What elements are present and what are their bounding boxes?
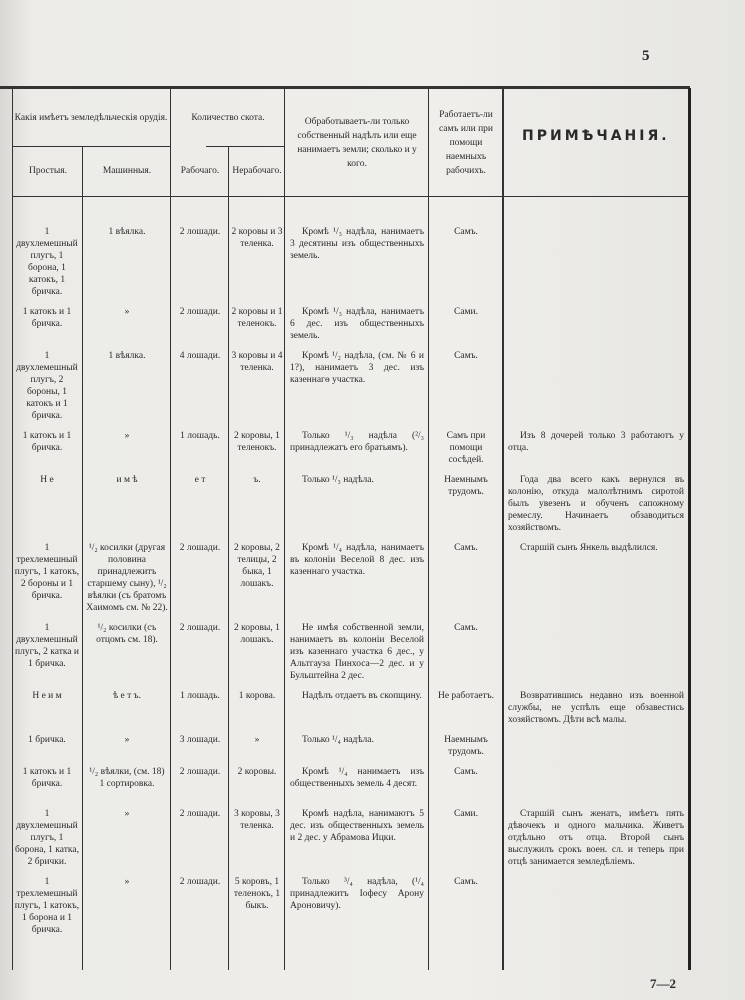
cell-simple: 1 катокъ и 1 бричка. <box>22 307 72 329</box>
cell-labor: Самъ. <box>454 227 478 237</box>
header-livestock-nonworking: Нерабочаго. <box>232 166 282 176</box>
cell-nonworking: 3 коровы, 3 теленка. <box>234 809 280 831</box>
header-livestock: Количество скота. <box>191 113 265 123</box>
cell-land: Надѣлъ отдаетъ въ скопщину. <box>302 691 422 701</box>
cell-machine: ¹/₂ косилки (другая половина принадлежитъ старшему сыну), ¹/₂ вѣялки (съ братомъ Хаимомъ см. № 22). <box>86 543 168 613</box>
page-number: 5 <box>642 48 650 64</box>
cell-machine: » <box>124 307 130 317</box>
cell-working: 2 лошади. <box>179 809 221 819</box>
cell-notes: Старшій сынъ женатъ, имѣетъ пять дѣвочекъ и одного мальчика. Живетъ отдѣльно отъ отца. Второй сынъ выслужилъ срокъ воен. сл. и теперь при отцѣ занимается земледѣліемъ. <box>508 809 684 867</box>
cell-machine: и м ѣ <box>116 475 138 485</box>
cell-simple: 1 двухлемешный плугъ, 2 бороны, 1 катокъ и 1 бричка. <box>16 351 78 421</box>
cell-land: Только ¹/₄ надѣла. <box>302 735 374 745</box>
cell-labor: Сами. <box>453 307 479 317</box>
cell-machine: ¹/₂ вѣялки, (см. 18) 1 сортировка. <box>89 767 165 789</box>
cell-machine: » <box>124 431 130 441</box>
cell-land: Не имѣя собственной земли, нанимаетъ въ колоніи Веселой изъ казеннаго участка 6 дес., у Альтгауза Пинхоса—2 дес. и у Бульштейна 2 дес. <box>290 623 424 681</box>
cell-notes: Изъ 8 дочерей только 3 работаютъ у отца. <box>508 431 684 453</box>
cell-working: 2 лошади. <box>179 623 221 633</box>
cell-nonworking: 3 коровы и 4 теленка. <box>231 351 283 373</box>
cell-machine: » <box>124 735 130 745</box>
cell-notes: Старшій сынъ Янкель выдѣлился. <box>520 543 658 553</box>
cell-labor: Наемнымъ трудомъ. <box>444 475 488 497</box>
cell-labor: Самъ при помощи сосѣдей. <box>446 431 486 465</box>
cell-machine: ¹/₂ косилки (съ отцомъ см. 18). <box>96 623 158 645</box>
cell-land: Только ¹/₃ надѣла (²/₃ принадлежатъ его братьямъ). <box>290 431 424 453</box>
cell-notes: Возвратившись недавно изъ военной службы, не успѣлъ еще обзавестись хозяйствомъ. Дѣти всѣ малы. <box>508 691 684 725</box>
cell-simple: Н е и м <box>32 691 62 701</box>
header-labor: Работаетъ-ли самъ или при помощи наемныхъ рабочихъ. <box>438 110 494 176</box>
cell-labor: Не работаетъ. <box>437 691 495 701</box>
cell-labor: Самъ. <box>454 351 478 361</box>
cell-working: 1 лошадь. <box>180 691 220 701</box>
cell-land: Кромѣ ¹/₃ надѣла, нанимаетъ 3 десятины изъ общественныхъ земель. <box>290 227 424 261</box>
cell-machine: 1 вѣялка. <box>108 227 146 237</box>
header-notes: ПРИМѢЧАНІЯ. <box>522 128 670 144</box>
column-rule <box>82 146 83 970</box>
cell-working: 2 лошади. <box>179 307 221 317</box>
header-livestock-working: Рабочаго. <box>180 166 220 176</box>
cell-labor: Наемнымъ трудомъ. <box>444 735 488 757</box>
cell-land: Кромѣ ¹/₂ надѣла, (см. № 6 и 1?), нанимаетъ 3 дес. изъ казеннагѳ участка. <box>290 351 424 385</box>
header-divider-livestock <box>206 146 284 147</box>
cell-working: 3 лошади. <box>179 735 221 745</box>
cell-working: 2 лошади. <box>179 543 221 553</box>
cell-machine: ѣ е т ъ. <box>113 691 141 701</box>
cell-simple: Н е <box>40 475 54 485</box>
cell-nonworking: 2 коровы и 1 теленокъ. <box>231 307 283 329</box>
cell-nonworking: 2 коровы и 3 теленка. <box>231 227 283 249</box>
cell-machine: » <box>124 809 130 819</box>
cell-labor: Самъ. <box>454 767 478 777</box>
cell-machine: » <box>124 877 130 887</box>
cell-simple: 1 бричка. <box>28 735 66 745</box>
cell-labor: Самъ. <box>454 877 478 887</box>
cell-simple: 1 двухлемешный плугъ, 1 борона, 1 катка, 2 брички. <box>15 809 79 867</box>
column-rule <box>502 88 504 970</box>
cell-land: Только ¹/₃ надѣла. <box>302 475 374 485</box>
cell-land: Кромѣ ¹/₄ надѣла, нанимаетъ въ колоніи Веселой 8 дес. изъ казеннаго участка. <box>290 543 424 577</box>
cell-machine: 1 вѣялка. <box>108 351 146 361</box>
cell-land: Кромѣ ¹/₄ нанимаетъ изъ общественныхъ земель 4 десят. <box>290 767 424 789</box>
cell-labor: Сами. <box>453 809 479 819</box>
cell-labor: Самъ. <box>454 623 478 633</box>
cell-simple: 1 трехлемешный плугъ, 1 катокъ, 2 бороны и 1 бричка. <box>14 543 80 601</box>
cell-land: Кромѣ надѣла, нанимаютъ 5 дес. изъ общественныхъ земель и 2 дес. у Абрамова Ицки. <box>290 809 424 843</box>
header-tools-simple: Простыя. <box>28 166 68 176</box>
cell-working: 2 лошади. <box>179 767 221 777</box>
cell-nonworking: » <box>254 735 260 745</box>
cell-simple: 1 катокъ и 1 бричка. <box>22 431 72 453</box>
cell-land: Только ³/₄ надѣла, (¹/₄ принадлежитъ Іофесу Арону Ароновичу). <box>290 877 424 911</box>
cell-nonworking: 2 коровы. <box>237 767 277 777</box>
table-top-rule <box>0 86 690 89</box>
cell-working: 2 лошади. <box>179 877 221 887</box>
cell-simple: 1 трехлемешный плугъ, 1 катокъ, 1 борона и 1 бричка. <box>14 877 80 935</box>
header-divider-tools <box>12 146 170 147</box>
cell-nonworking: 2 коровы, 1 лошакъ. <box>234 623 280 645</box>
cell-working: 2 лошади. <box>179 227 221 237</box>
cell-simple: 1 двухлемешный плугъ, 1 борона, 1 катокъ, 1 бричка. <box>16 227 78 297</box>
header-tools-machine: Машинныя. <box>102 166 152 176</box>
cell-notes: Года два всего какъ вернулся въ колонію, откуда малолѣтнимъ сиротой былъ увезенъ и обученъ сапожному ремеслу. Начинаетъ обзаводиться хозяйствомъ. <box>508 475 684 533</box>
column-rule <box>12 88 13 970</box>
cell-nonworking: 2 коровы, 2 телицы, 2 быка, 1 лошакъ. <box>234 543 280 589</box>
cell-labor: Самъ. <box>454 543 478 553</box>
cell-nonworking: 1 корова. <box>238 691 276 701</box>
cell-nonworking: 2 коровы, 1 теленокъ. <box>234 431 280 453</box>
column-rule <box>284 88 285 970</box>
cell-land: Кромѣ ¹/₃ надѣла, нанимаетъ 6 дес. изъ общественныхъ земель. <box>290 307 424 341</box>
header-tools: Какія имѣетъ земледѣльческія орудія. <box>14 113 168 123</box>
cell-working: 1 лошадь. <box>180 431 220 441</box>
column-rule <box>228 146 229 970</box>
table-right-border <box>688 88 691 970</box>
signature-mark: 7—2 <box>650 976 676 991</box>
cell-nonworking: 5 коровъ, 1 теленокъ, 1 быкъ. <box>233 877 281 911</box>
cell-working: е т <box>194 475 206 485</box>
cell-nonworking: ъ. <box>253 475 261 485</box>
cell-simple: 1 катокъ и 1 бричка. <box>22 767 72 789</box>
cell-working: 4 лошади. <box>179 351 221 361</box>
column-rule <box>428 88 429 970</box>
header-land: Обработываетъ-ли только собственный надѣлъ или еще нанимаетъ земли; сколько и у кого. <box>297 117 417 169</box>
header-bottom-rule <box>12 196 690 197</box>
column-rule <box>170 88 171 970</box>
cell-simple: 1 двухлемешный плугъ, 2 катка и 1 бричка. <box>15 623 79 669</box>
